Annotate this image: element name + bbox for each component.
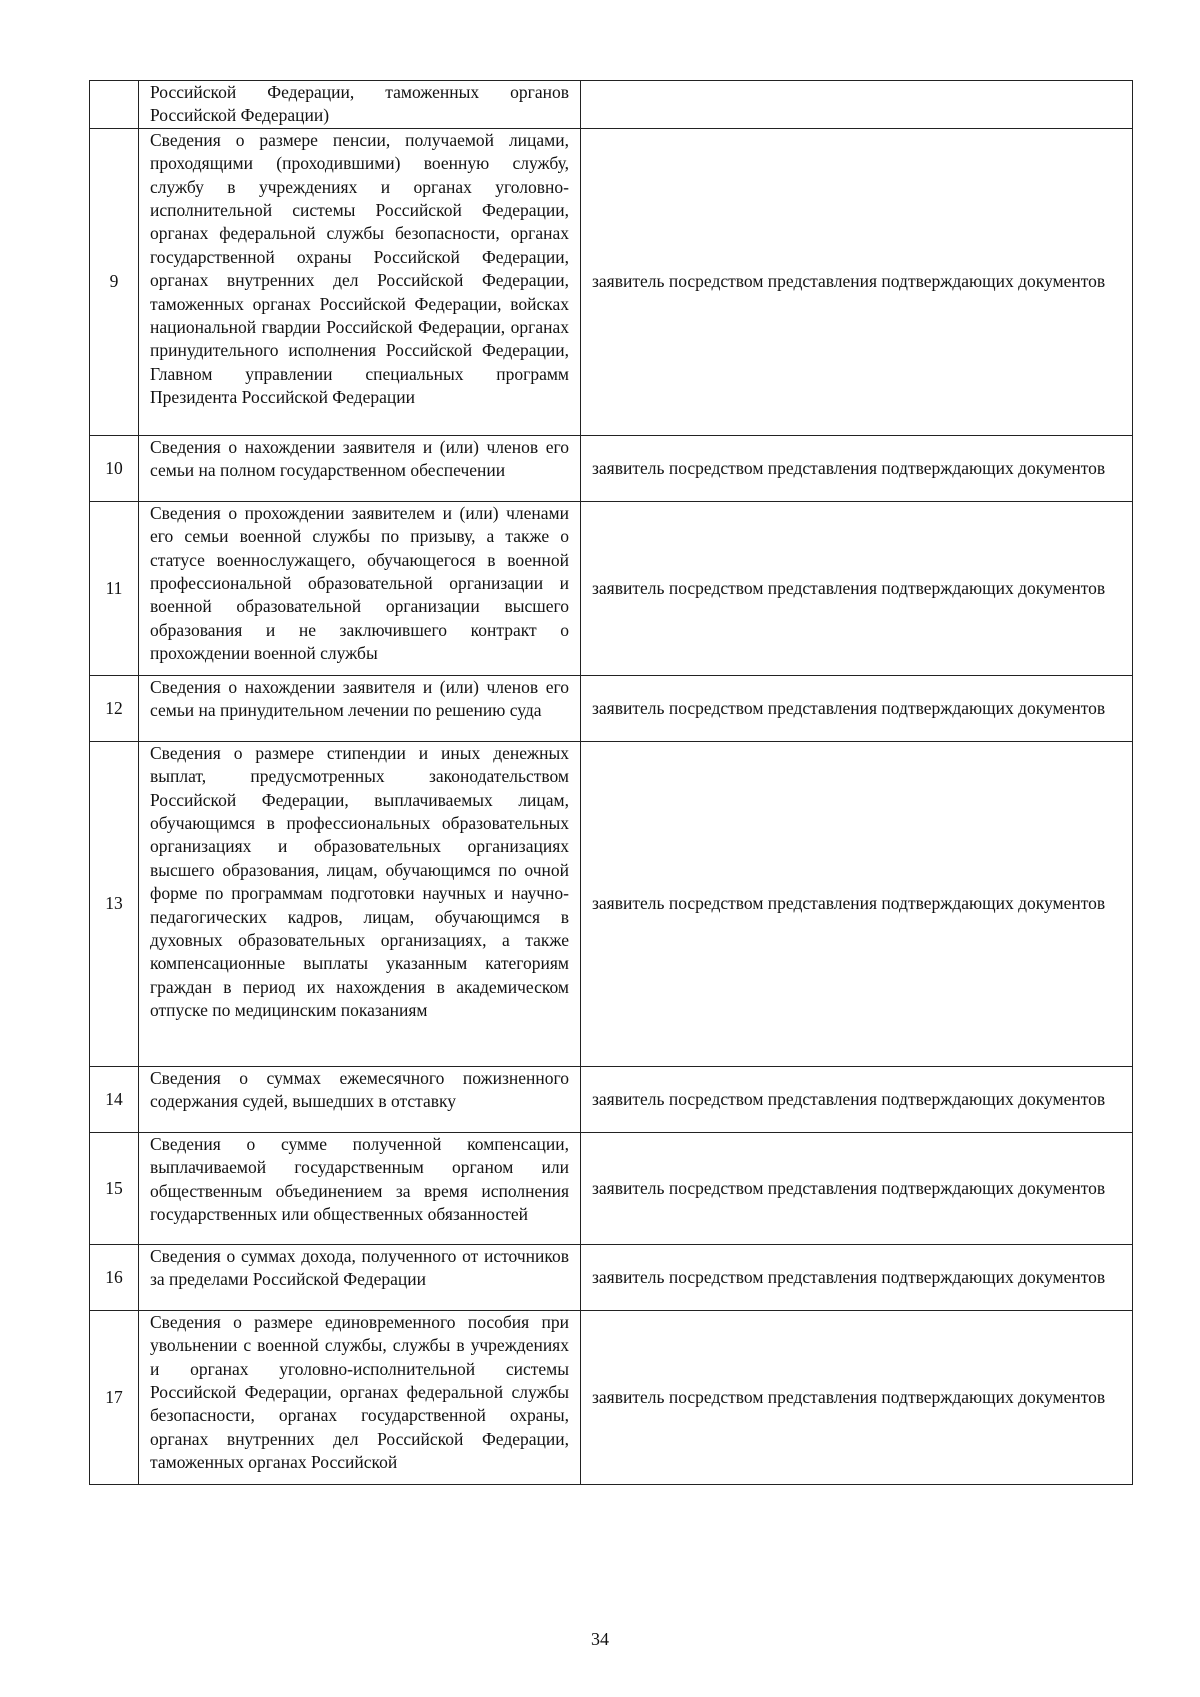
row-number: 11 bbox=[90, 501, 139, 675]
table-body bbox=[90, 81, 1133, 1485]
row-number: 13 bbox=[90, 741, 139, 1066]
row-source: заявитель посредством представления подтверждающих документов bbox=[581, 1310, 1133, 1484]
table-row bbox=[90, 741, 1133, 1066]
row-description: Сведения о размере единовременного пособия при увольнении с военной службы, службы в учреждениях и органах уголовно-исполнительной системы Российской Федерации, органах федеральной службы безопасности, органах государственной охраны, органах внутренних дел Российской Федерации, таможенных органах Российской bbox=[139, 1310, 581, 1484]
row-number: 15 bbox=[90, 1132, 139, 1244]
row-description: Сведения о нахождении заявителя и (или) членов его семьи на полном государственном обеспечении bbox=[139, 435, 581, 501]
row-description: Сведения о суммах ежемесячного пожизненного содержания судей, вышедших в отставку bbox=[139, 1066, 581, 1132]
row-source: заявитель посредством представления подтверждающих документов bbox=[581, 1066, 1133, 1132]
row-source: заявитель посредством представления подтверждающих документов bbox=[581, 675, 1133, 741]
row-description: Сведения о размере стипендии и иных денежных выплат, предусмотренных законодательством Российской Федерации, выплачиваемых лицам, обучающимся в профессиональных образовательных организациях и образовательных организациях высшего образования, лицам, обучающимся по очной форме по программам подготовки научных и научно-педагогических кадров, лицам, обучающимся в духовных образовательных организациях, а также компенсационные выплаты указанным категориям граждан в период их нахождения в академическом отпуске по медицинским показаниям bbox=[139, 741, 581, 1066]
row-source: заявитель посредством представления подтверждающих документов bbox=[581, 128, 1133, 435]
row-description: Сведения о прохождении заявителем и (или) членами его семьи военной службы по призыву, а также о статусе военнослужащего, обучающегося в военной профессиональной образовательной организации и военной образовательной организации высшего образования и не заключившего контракт о прохождении военной службы bbox=[139, 501, 581, 675]
row-description: Сведения о суммах дохода, полученного от источников за пределами Российской Федерации bbox=[139, 1244, 581, 1310]
row-description: Сведения о нахождении заявителя и (или) членов его семьи на принудительном лечении по решению суда bbox=[139, 675, 581, 741]
row-description: Российской Федерации, таможенных органов Российской Федерации) bbox=[139, 81, 581, 129]
table-row bbox=[90, 435, 1133, 501]
row-source: заявитель посредством представления подтверждающих документов bbox=[581, 741, 1133, 1066]
table-row bbox=[90, 1066, 1133, 1132]
row-source bbox=[581, 81, 1133, 129]
row-number: 14 bbox=[90, 1066, 139, 1132]
row-number bbox=[90, 81, 139, 129]
table-row bbox=[90, 1310, 1133, 1484]
row-description: Сведения о размере пенсии, получаемой лицами, проходящими (проходившими) военную службу, службу в учреждениях и органах уголовно-исполнительной системы Российской Федерации, органах федеральной службы безопасности, органах государственной охраны Российской Федерации, органах внутренних дел Российской Федерации, таможенных органах Российской Федерации, войсках национальной гвардии Российской Федерации, органах принудительного исполнения Российской Федерации, Главном управлении специальных программ Президента Российской Федерации bbox=[139, 128, 581, 435]
row-source: заявитель посредством представления подтверждающих документов bbox=[581, 1132, 1133, 1244]
row-source: заявитель посредством представления подтверждающих документов bbox=[581, 1244, 1133, 1310]
document-table bbox=[89, 80, 1133, 1485]
row-source: заявитель посредством представления подтверждающих документов bbox=[581, 501, 1133, 675]
table-row bbox=[90, 1244, 1133, 1310]
page-number: 34 bbox=[591, 1629, 609, 1649]
table-row bbox=[90, 675, 1133, 741]
row-number: 9 bbox=[90, 128, 139, 435]
row-number: 12 bbox=[90, 675, 139, 741]
row-number: 17 bbox=[90, 1310, 139, 1484]
table-row bbox=[90, 128, 1133, 435]
row-number: 10 bbox=[90, 435, 139, 501]
table-row bbox=[90, 1132, 1133, 1244]
row-source: заявитель посредством представления подтверждающих документов bbox=[581, 435, 1133, 501]
row-number: 16 bbox=[90, 1244, 139, 1310]
row-description: Сведения о сумме полученной компенсации, выплачиваемой государственным органом или общественным объединением за время исполнения государственных или общественных обязанностей bbox=[139, 1132, 581, 1244]
table-row bbox=[90, 501, 1133, 675]
table-row bbox=[90, 81, 1133, 129]
